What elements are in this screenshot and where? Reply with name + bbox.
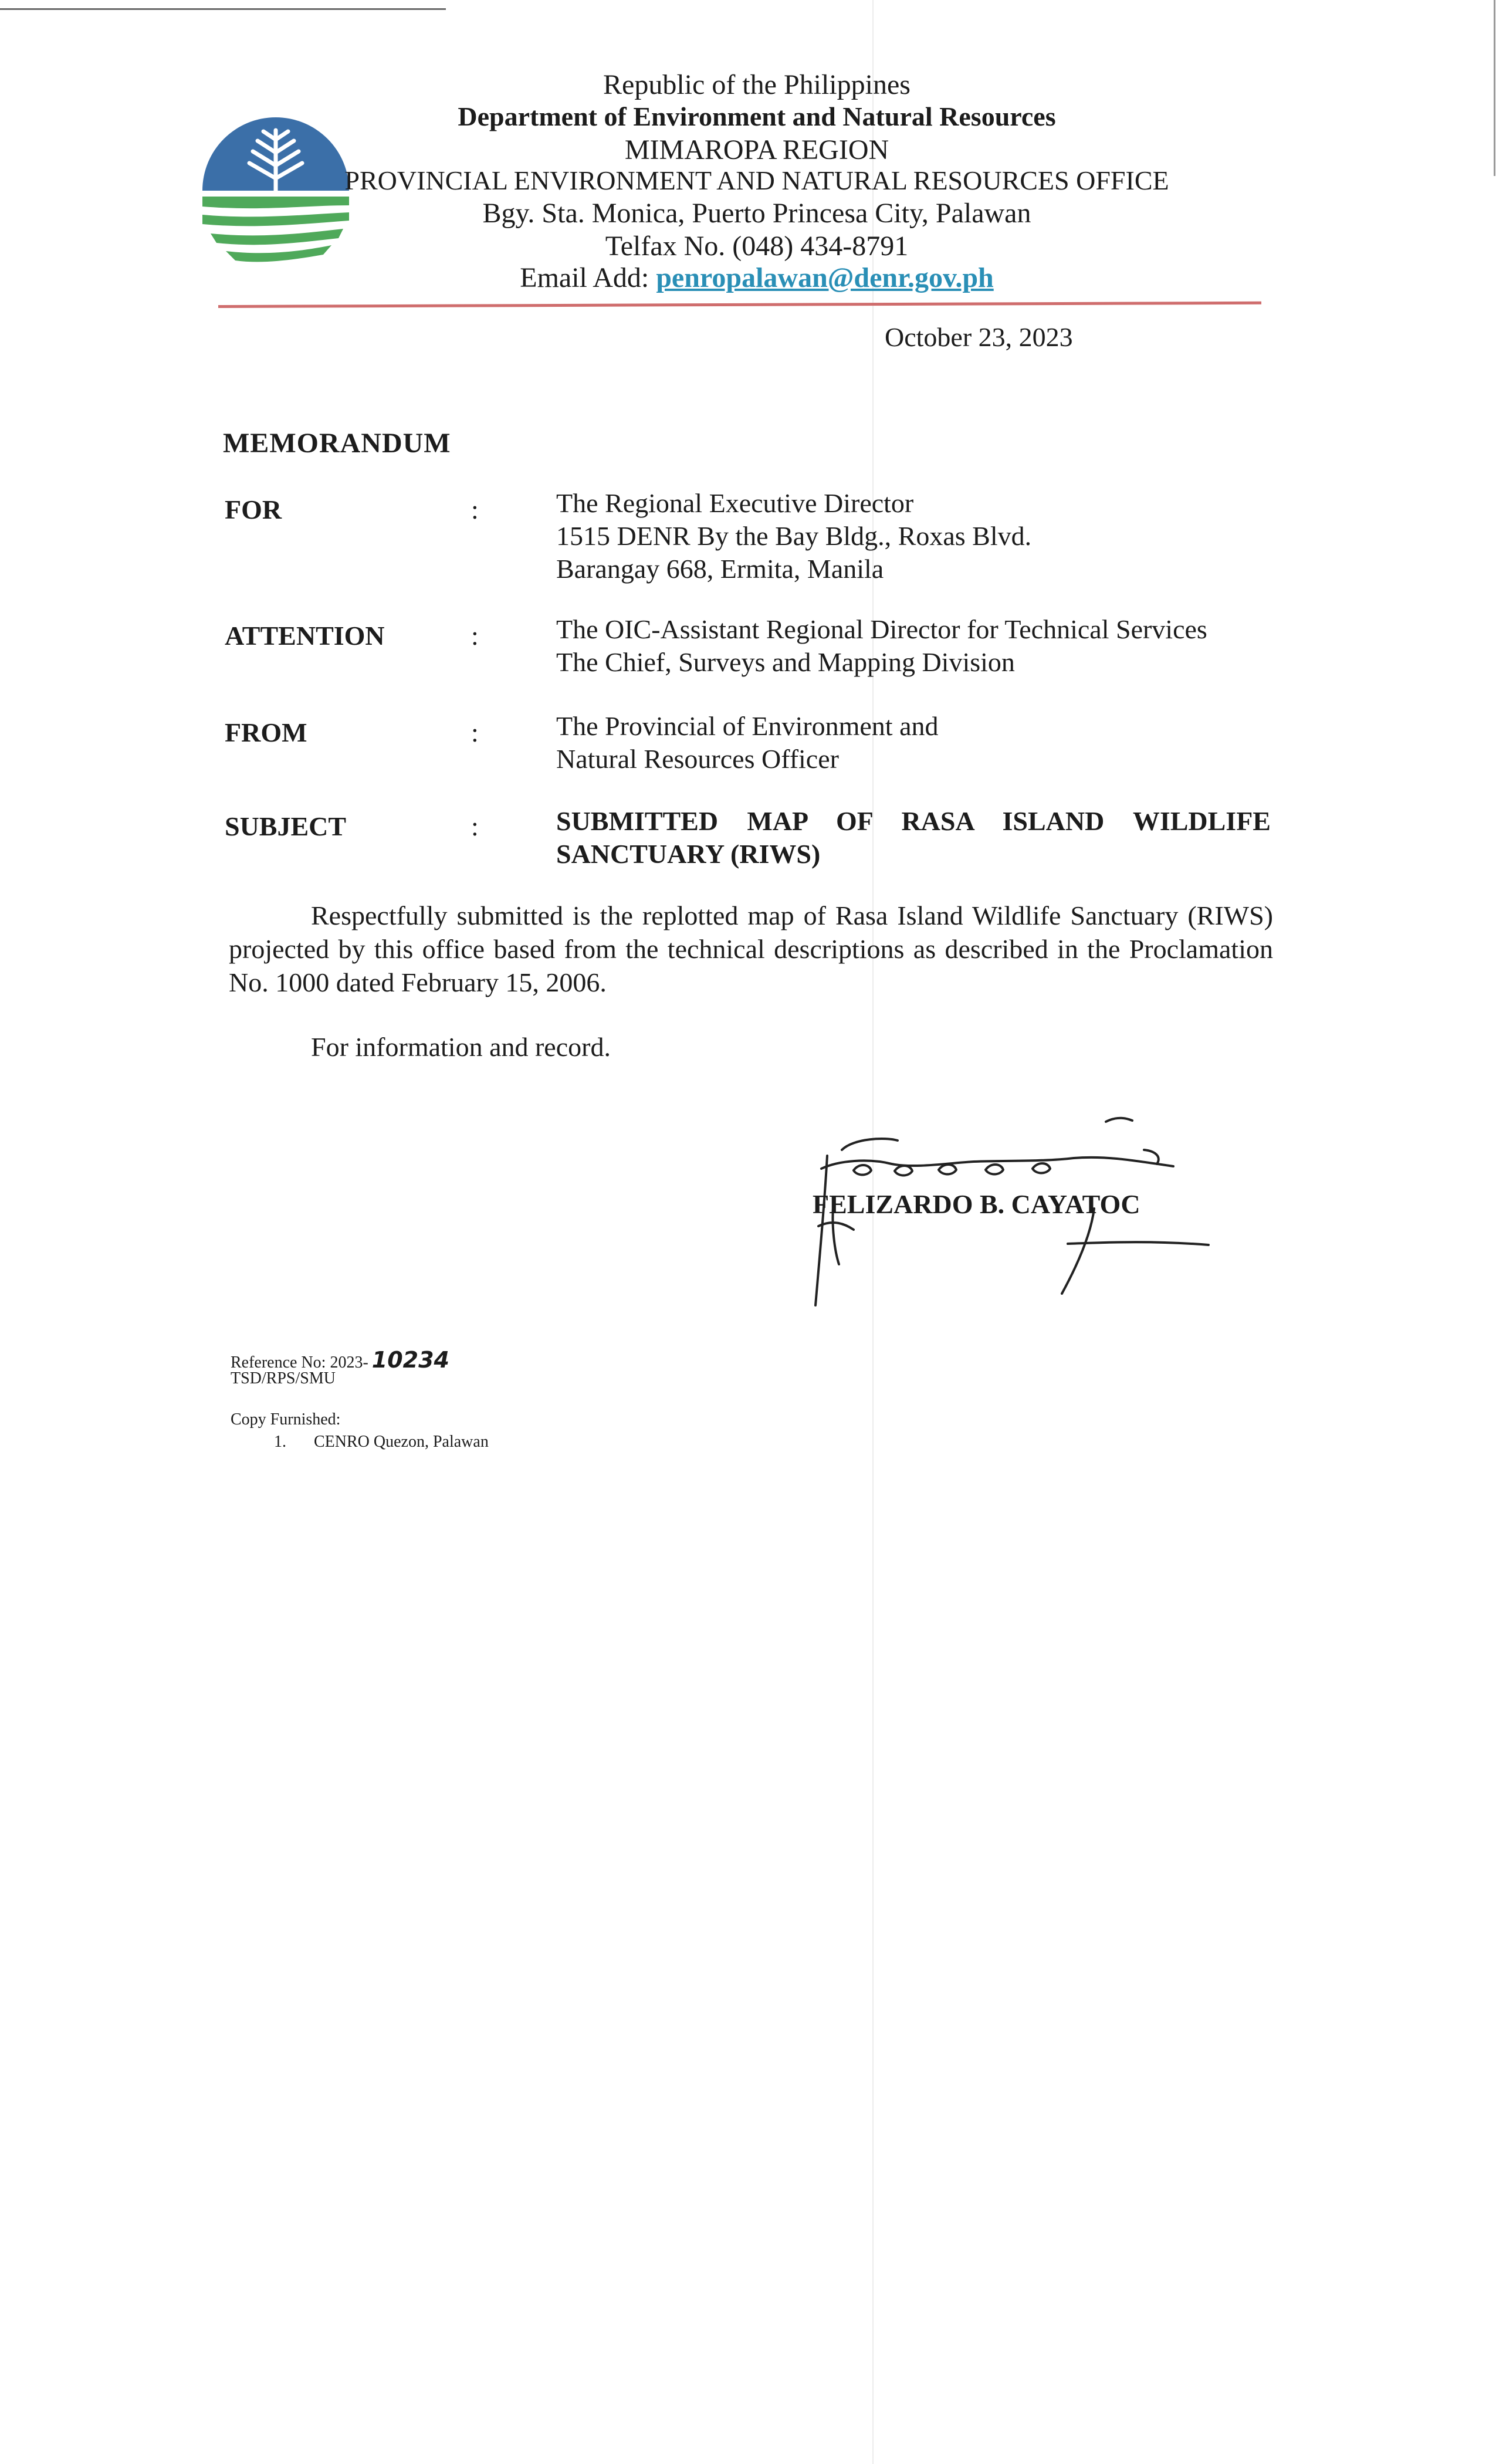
attention-label: ATTENTION (225, 621, 385, 651)
from-label: FROM (225, 717, 307, 747)
from-line: Natural Resources Officer (556, 744, 839, 774)
letterhead-department: Department of Environment and Natural Resources (458, 101, 1056, 131)
letterhead-address: Bgy. Sta. Monica, Puerto Princesa City, Palawan (482, 198, 1031, 229)
attention-value (556, 613, 1207, 679)
body-paragraph: Respectfully submitted is the replotted map of Rasa Island Wildlife Sanctuary (RIWS) projected by this office based from the technical descriptions as described in the Proclamation No. 1000 dated February 15, 2006. (229, 901, 1273, 997)
signatory-name: FELIZARDO B. CAYATOC (813, 1189, 1140, 1219)
for-label: FOR (225, 495, 282, 524)
letterhead-republic: Republic of the Philippines (603, 69, 911, 100)
email-label: Email Add: (520, 262, 649, 293)
subject-value (556, 805, 1271, 871)
from-value (556, 710, 939, 776)
subject-line: SUBMITTED MAP OF RASA ISLAND WILDLIFE (556, 806, 1271, 836)
copy-furnished-label: Copy Furnished: (231, 1410, 341, 1429)
for-line: Barangay 668, Ermita, Manila (556, 554, 884, 584)
letterhead-email-line (329, 262, 1185, 294)
subject-label: SUBJECT (225, 811, 347, 841)
attention-colon: : (471, 621, 479, 651)
attention-line: The OIC-Assistant Regional Director for Technical Services (556, 614, 1207, 644)
subject-line: SANCTUARY (RIWS) (556, 839, 821, 869)
subject-colon: : (471, 811, 479, 841)
reference-label: Reference No: 2023- (231, 1353, 368, 1372)
denr-logo-icon (202, 117, 349, 270)
attention-line: The Chief, Surveys and Mapping Division (556, 647, 1015, 677)
letterhead-region: MIMAROPA REGION (624, 134, 889, 165)
letterhead-divider (218, 302, 1261, 308)
copy-furnished-item-number: 1. (274, 1433, 286, 1451)
for-line: 1515 DENR By the Bay Bldg., Roxas Blvd. (556, 521, 1032, 551)
letterhead-telfax: Telfax No. (048) 434-8791 (605, 231, 909, 262)
memo-date: October 23, 2023 (885, 322, 1073, 352)
scan-edge-right (1494, 0, 1495, 176)
scan-edge-top (0, 8, 446, 10)
reference-code: TSD/RPS/SMU (231, 1369, 336, 1387)
from-colon: : (471, 717, 479, 747)
for-value (556, 487, 1031, 585)
for-colon: : (471, 495, 479, 524)
reference-number: 10234 (371, 1347, 449, 1373)
for-line: The Regional Executive Director (556, 488, 914, 518)
email-link[interactable]: penropalawan@denr.gov.ph (656, 262, 994, 293)
memo-title: MEMORANDUM (223, 428, 451, 459)
from-line: The Provincial of Environment and (556, 711, 939, 741)
body-paragraph-closing: For information and record. (311, 1032, 611, 1062)
letterhead-office: PROVINCIAL ENVIRONMENT AND NATURAL RESOURCES OFFICE (344, 165, 1169, 195)
copy-furnished-item: CENRO Quezon, Palawan (314, 1433, 489, 1451)
